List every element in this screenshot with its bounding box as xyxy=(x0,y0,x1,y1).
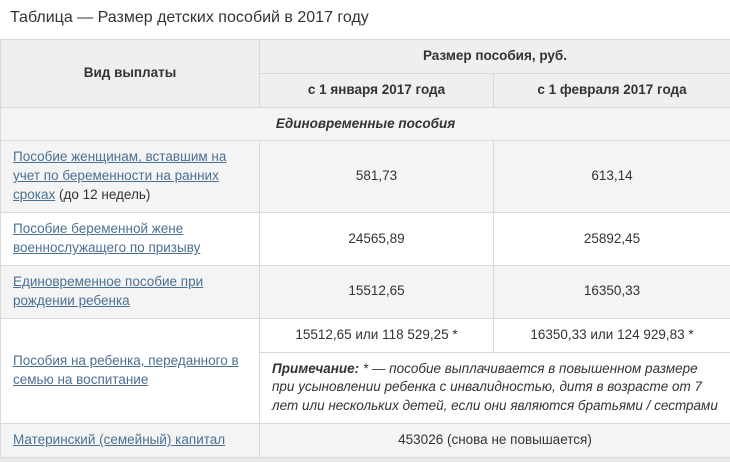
header-cell-january: с 1 января 2017 года xyxy=(260,73,494,107)
table-row-foster-care xyxy=(1,318,730,352)
value-february: 16350,33 xyxy=(494,265,730,318)
header-cell-benefit-type: Вид выплаты xyxy=(1,39,260,107)
value-january: 24565,89 xyxy=(260,213,494,266)
value-combined: 453026 (снова не повышается) xyxy=(260,424,730,458)
section-label: Единовременные пособия xyxy=(1,107,730,141)
benefit-type-cell xyxy=(1,141,260,213)
value-february: 613,14 xyxy=(494,141,730,213)
table-row-military-wife xyxy=(1,213,730,266)
section-row xyxy=(1,107,730,141)
benefit-link-maternity-capital[interactable]: Материнский (семейный) капитал xyxy=(13,432,226,448)
benefit-link-birth-benefit[interactable]: Единовременное пособие при рождении ребенка xyxy=(13,273,204,308)
benefit-link-early-pregnancy[interactable]: Пособие женщинам, вставшим на учет по беременности на ранних сроках xyxy=(13,149,227,203)
table-row-maternity-capital xyxy=(1,424,730,458)
table-bottom-strip xyxy=(0,458,730,462)
benefit-type-cell xyxy=(1,265,260,318)
value-february: 25892,45 xyxy=(494,213,730,266)
benefit-link-military-wife[interactable]: Пособие беременной жене военнослужащего по призыву xyxy=(13,221,201,256)
page-title: Таблица — Размер детских пособий в 2017 году xyxy=(10,9,369,26)
table-row-early-pregnancy xyxy=(1,141,730,213)
note-cell xyxy=(260,352,730,424)
benefits-table xyxy=(0,39,730,458)
table-row-birth-benefit xyxy=(1,265,730,318)
header-cell-amount-group: Размер пособия, руб. xyxy=(260,39,730,73)
header-cell-february: с 1 февраля 2017 года xyxy=(494,73,730,107)
value-january: 581,73 xyxy=(260,141,494,213)
benefit-link-foster-care[interactable]: Пособия на ребенка, переданного в семью на воспитание xyxy=(13,353,239,387)
value-january: 15512,65 xyxy=(260,265,494,318)
note-label: Примечание: xyxy=(272,360,360,376)
benefit-type-cell xyxy=(1,318,260,424)
benefit-type-cell xyxy=(1,213,260,266)
header-row-1 xyxy=(1,39,730,73)
value-january: 15512,65 или 118 529,25 * xyxy=(260,318,494,352)
benefit-type-cell xyxy=(1,424,260,458)
benefit-suffix: (до 12 недель) xyxy=(55,187,151,203)
value-february: 16350,33 или 124 929,83 * xyxy=(494,318,730,352)
note-text: * — пособие выплачивается в повышенном размере при усыновлении ребенка с инвалидностью, дитя в возрасте от 7 лет или нескольких детей, если они являются братьями / сестрами xyxy=(272,360,718,414)
